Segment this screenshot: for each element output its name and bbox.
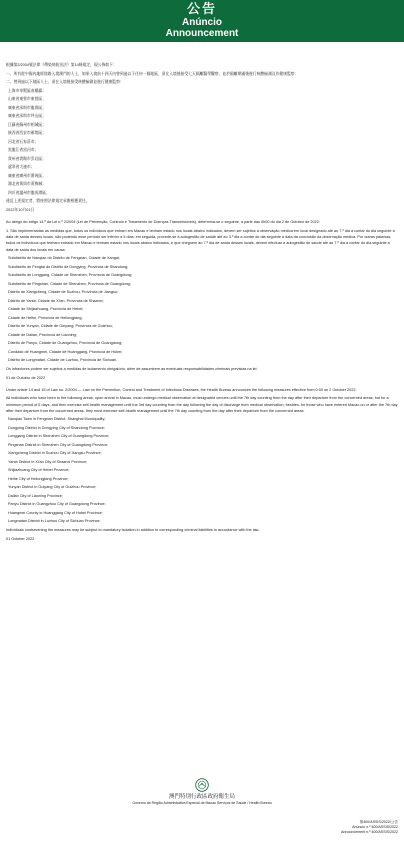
zh-date: 2022年10月01日: [6, 208, 35, 213]
announcement-body: [0, 42, 404, 542]
pt-list-item: Distrito de Panyu, Cidade de Guangzhou, Província de Guangdong;: [8, 341, 123, 346]
zh-list-item: 遼寧省大連市；: [8, 165, 35, 169]
en-list-item: Huangmei County in Huanggang City of Hubei Province;: [8, 510, 103, 515]
en-list-item: Dongying District in Dongying City of Shandong Province;: [8, 425, 105, 430]
pt-date: 01 de Outubro de 2022: [6, 375, 46, 380]
reference-portuguese: Anúncio n.º 400/ASSIS/2022: [352, 825, 398, 830]
pt-list-item: Distrito de Xiangcheng, Cidade de Suzhou, Província de Jiangsu;: [8, 290, 118, 295]
pt-list-item: Distrito de Yunyan, Cidade de Guiyang, Província de Guizhou;: [8, 324, 113, 329]
en-intro: Under article 14 and 15 of Law no. 2/2004 — Law on the Prevention, Control and Treatment of Infectious Diseases, the Health Bureau announces the following measures effective from 0:00 on 2 October 2022:: [6, 387, 357, 392]
zh-paragraph-2: 二、曾到過以下地區人士，須在入境後接受核酸檢測並進行健康監察：: [6, 80, 124, 84]
zh-list-item: 四川省瀘州市龍馬潭區；: [8, 190, 50, 195]
pt-list-item: Cidade de Shijiazhuang, Província de Hebei;: [8, 307, 84, 312]
en-list-item: Shijiazhuang City of Hebei Province;: [8, 468, 70, 473]
en-list-item: Longmatan District in Luzhou City of Sichuan Province.: [8, 519, 101, 524]
zh-list-item: 廣東省深圳市龍崗區；: [8, 105, 46, 110]
zh-intro: 根據第2/2004號法律《傳染病防治法》第14條規定，現公佈如下：: [6, 63, 117, 67]
title-portuguese: Anúncio: [182, 17, 222, 28]
pt-paragraph-2: Os infractores podem ser sujeitos a medidas de isolamento obrigatório, além de assumirem as eventuais responsabilidades criminais previstas na lei.: [6, 366, 258, 371]
title-chinese: 公告: [186, 2, 217, 17]
zh-paragraph-1: 一、所有從中國內地經陸路入境澳門的人士，如果入境前十四天內曾到過以下任何一個地區，須在入境後接受七天隔離醫學觀察，並於隔離期滿後進行核酸檢測及作健康監察：: [6, 71, 299, 76]
title-english: Announcement: [165, 28, 239, 39]
pt-list-item: Subdistrito de Fengtai do Distrito de Dongying, Província de Shandong;: [8, 264, 129, 269]
pt-list-item: Cidade de Dalian, Província de Liaoning;: [8, 332, 77, 337]
zh-list-item: 廣東省廣州市番禺區；: [8, 173, 46, 178]
zh-list-item: 河北省石家莊市；: [8, 139, 39, 144]
pt-paragraph-1: 1. São implementadas as medidas que, todos os indivíduos que entram em Macau e tenham estado nos locais abaixo indicados, devem ser sujeitos à observação médica em local designado até ao 7.º dia a contar do dia seguinte à data de saída desses locais, não podendo esse período ser inferior a 5 dias; em seguida, procede-se à autogestão de saúde até ao 3.º dia a contar do dia seguinte à data da conclusão da observação médica. Por outras palavras, todos os indivíduos que tenham entrado em Macau e tenham estado nos locais abaixo indicados, e que cheguem ao 7.º dia de saída desses locais, devem efectuar a autogestão de saúde até ao 7.º dia a contar do dia seguinte à data de saída dos locais em causa:: [6, 228, 395, 252]
government-emblem-icon: [195, 778, 209, 792]
english-section: [6, 387, 398, 542]
en-paragraph-1: All individuals who have been to the following areas, upon arrival in Macao, must undergo medical observation at designated venues until the 7th day counting from the day after their departure from the concerned areas, but for a minimum period of 5 days, and then exercise self-health management until the 3rd day counting from the day following the day of discharge from medical observation; besides, for those who have entered Macao on or after the 7th day after their departure from the concerned areas, they must exercise self-health management until the 7th day counting from the day after their departure from the concerned areas:: [6, 396, 398, 413]
organization-chinese: 澳門特別行政區政府衛生局: [168, 794, 235, 800]
pt-list-item: Subdistrito de Nanqiao do Distrito de Fengxian, Cidade de Xangai;: [8, 256, 120, 261]
zh-list-item: 黑龍江省黑河市；: [8, 148, 39, 152]
en-date: 01 October 2022: [6, 537, 35, 542]
en-list-item: Nanqiao Town in Fengxian District, Shanghai Municipality;: [8, 417, 106, 422]
reference-english: Announcement n.º 400/ASSIS/2022: [340, 830, 398, 835]
zh-paragraph-3: 違反上述規定者，將按照法律規定承擔相應責任。: [6, 199, 90, 203]
en-list-item: Xiangcheng District in Suzhou City of Jiangsu Province;: [8, 451, 102, 456]
en-list-item: Pingshan District in Shenzhen City of Guangdong Province;: [8, 442, 109, 447]
announcement-header: [0, 0, 404, 42]
zh-list-item: 江蘇省蘇州市相城區；: [8, 122, 46, 127]
reference-chinese: 第400/ASSIS/2022/公告: [359, 820, 398, 824]
chinese-section: [6, 62, 398, 213]
zh-list-item: 陝西省西安市雁塔區；: [8, 131, 46, 135]
pt-list-item: Subdistrito de Longgang, Cidade de Shenzhen, Província de Guangdong;: [8, 273, 132, 278]
pt-list-item: Subdistrito de Pingshan, Cidade de Shenzhen, Província de Guangdong;: [8, 281, 131, 286]
pt-list-item: Distrito de Yanta, Cidade de Xi'an, Província de Shaanxi;: [8, 298, 104, 303]
en-list-item: Yanta District in Xi'an City of Shaanxi Province;: [8, 459, 88, 464]
pt-list-item: Condado de Huangmei, Cidade de Huanggang, Província de Hubei;: [8, 349, 123, 354]
zh-list-item: 山東省東營市東營區；: [8, 97, 46, 101]
zh-list-item: 廣東省深圳市坪山區；: [8, 114, 46, 118]
zh-list-item: 湖北省黃岡市黃梅縣；: [8, 182, 46, 186]
en-list-item: Longgang District in Shenzhen City of Guangdong Province;: [8, 434, 110, 439]
zh-list-item: 貴州省貴陽市雲岩區；: [8, 156, 46, 161]
en-paragraph-2: Individuals contravening the measures may be subject to mandatory isolation in addition to corresponding criminal liabilities in accordance with the law.: [6, 527, 260, 532]
portuguese-section: [6, 219, 398, 381]
pt-list-item: Distrito de Longmatan, Cidade de Luzhou, Província de Sichuan.: [8, 358, 118, 363]
footer: [0, 778, 404, 806]
en-list-item: Panyu District in Guangzhou City of Guangdong Province;: [8, 502, 106, 507]
en-list-item: Dalian City of Liaoning Province;: [8, 493, 63, 498]
pt-intro: Ao abrigo do artigo 14.º da Lei n.º 2/2004 (Lei de Prevenção, Controlo e Tratamento de Doenças Transmissíveis), determina-se o seguinte, a partir das 0h00 do dia 2 de Outubro de 2022:: [6, 220, 320, 225]
zh-list-item: 上海市奉賢區南橋鎮；: [8, 88, 46, 93]
reference-numbers: [341, 820, 398, 836]
pt-list-item: Cidade de Heihe, Província de Heilongjiang;: [8, 315, 83, 320]
organization-pt-en: Governo da Região Administrativa Especial de Macau Serviços de Saúde / Health Bureau: [132, 801, 272, 805]
en-list-item: Yunyan District in Guiyang City of Guizhou Province;: [8, 485, 97, 490]
en-list-item: Heihe City of Heilongjiang Province;: [8, 476, 69, 481]
